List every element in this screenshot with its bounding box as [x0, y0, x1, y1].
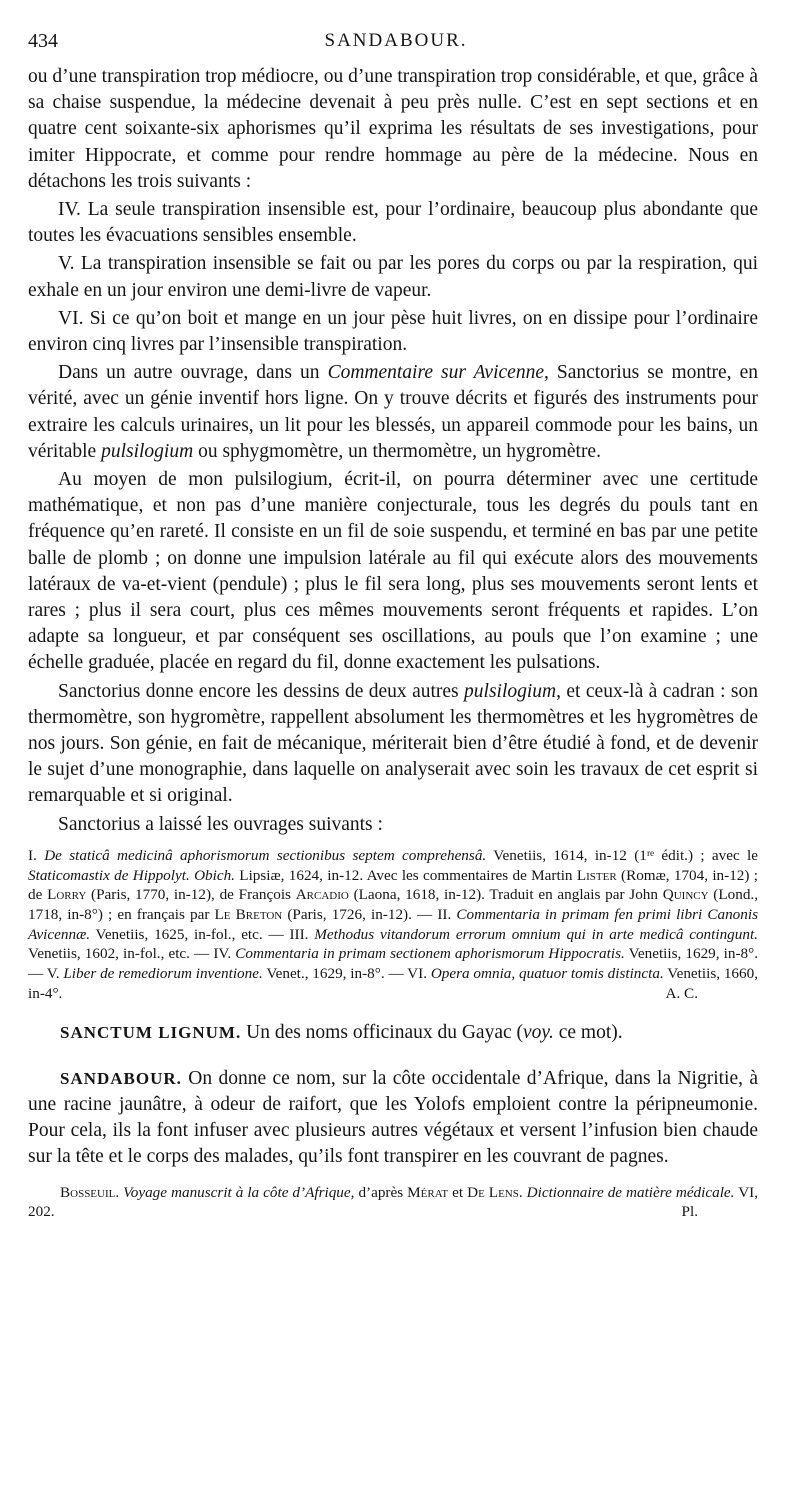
bib-text: (Romæ, 1704, in-12) ; de	[28, 866, 758, 904]
bib-text: (Paris, 1726, in-12). — II.	[282, 906, 457, 923]
page-number: 434	[28, 30, 58, 52]
note-title: Voyage manuscrit à la côte d’Afrique,	[123, 1183, 355, 1201]
bib-text: (Laona, 1618, in-12). Traduit en anglais par John	[348, 886, 663, 904]
entry-sanctum-lignum	[28, 1020, 758, 1046]
bib-text: I.	[28, 846, 45, 864]
entry-sandabour	[28, 1066, 758, 1171]
bib-text: Venetiis, 1625, in-fol., etc. — III.	[90, 925, 315, 943]
bib-title: De staticâ medicinâ aphorismorum sectionibus septem comprehensâ.	[44, 846, 487, 864]
entry-text: Un des noms officinaux du Gayac (	[241, 1021, 524, 1043]
bib-name: Arcadio	[295, 886, 349, 904]
paragraph-dessins	[28, 679, 758, 810]
book-title: Commentaire sur Avicenne	[327, 362, 544, 384]
bib-text: Venetiis, 1660, in-4°.	[28, 965, 759, 1002]
note-name: De Lens.	[467, 1183, 523, 1201]
note-title: Dictionnaire de matière médicale.	[526, 1183, 735, 1201]
running-title: SANDABOUR.	[324, 30, 468, 51]
source-note	[28, 1183, 758, 1222]
bib-name: Lorry	[47, 886, 87, 904]
aphorism-iv: IV. La seule transpiration insensible est, pour l’ordinaire, beaucoup plus abondante que toutes les évacuations sensibles ensemble.	[28, 199, 758, 247]
text-run: , Sanctorius se montre, en vérité, avec un génie inventif hors ligne. On y trouve décrits et figurés des instruments pour extraire les calculs urinaires, un lit pour les blessés, un appareil commode pour les bains, un véritable	[28, 362, 758, 462]
note-text: d’après	[354, 1183, 408, 1201]
bib-title: Commentaria in primam sectionem aphorismorum Hippocratis.	[235, 945, 625, 963]
text-run: Dans un autre ouvrage, dans un	[58, 362, 328, 384]
author-signature: A. C.	[665, 984, 698, 1002]
entry-text: On donne ce nom, sur la côte occidentale d’Afrique, dans la Nigritie, à une racine jaunâtre, à odeur de raifort, que les Yolofs emploient contre la péripneumonie. Pour cela, ils la font infuser avec plusieurs autres végétaux et versent l’infusion bien chaude sur la tête et le corps des malades, qu’ils font transpirer en les couvrant de pagnes.	[28, 1067, 758, 1168]
term-pulsilogium: pulsilogium	[101, 440, 194, 462]
text-run: Sanctorius donne encore les dessins de deux autres	[58, 680, 465, 702]
text-run: ou sphygmomètre, un thermomètre, un hygromètre.	[193, 440, 601, 462]
text-run: , et ceux-là à cadran : son thermomètre, son hygromètre, rappellent absolument les thermomètres et les hygromètres de nos jours. Son génie, en fait de mécanique, mériterait bien d’être étudié à fond, et de devenir le sujet d’une monographie, dans laquelle on analyserait avec soin les travaux de cet esprit si remarquable et si original.	[28, 680, 758, 807]
bib-text: Lipsiæ, 1624, in-12. Avec les commentaires de Martin	[234, 866, 577, 884]
bib-text: Venetiis, 1629, in-8°. — V.	[28, 945, 758, 983]
main-text	[28, 64, 758, 838]
aphorism-vi: VI. Si ce qu’on boit et mange en un jour pèse huit livres, on en dissipe pour l’ordinaire environ cinq livres par l’insensible transpiration.	[28, 307, 758, 356]
bib-text: Venetiis, 1602, in-fol., etc. — IV.	[28, 945, 236, 963]
note-name: Mérat	[407, 1183, 449, 1201]
note-text: et	[448, 1183, 468, 1201]
bib-text: (Lond., 1718, in-8°) ; en français par	[28, 886, 759, 923]
term-pulsilogium: pulsilogium	[464, 680, 557, 702]
bib-title: Staticomastix de Hippolyt. Obich.	[28, 866, 235, 884]
note-text: VI, 202.	[28, 1183, 759, 1221]
paragraph-ouvrages: Sanctorius a laissé les ouvrages suivants :	[58, 813, 383, 835]
bib-text: Venetiis, 1614, in-12 (1ʳᵉ édit.) ; avec le	[486, 846, 758, 864]
entry-headword: SANDABOUR.	[60, 1068, 182, 1088]
page-header	[28, 30, 764, 58]
note-author: Bosseuil.	[60, 1183, 120, 1201]
page-body	[28, 64, 758, 1222]
bib-text: Venet., 1629, in-8°. — VI.	[262, 965, 431, 983]
entry-text: ce mot).	[553, 1021, 623, 1043]
bib-text: (Paris, 1770, in-12), de François	[86, 886, 296, 904]
bib-name: Lister	[576, 866, 617, 884]
bib-title: Commentaria in primam fen primi libri Canonis Avicennæ.	[28, 906, 758, 943]
bib-title: Methodus vitandorum errorum omnium qui in arte medicâ contingunt.	[314, 925, 758, 943]
aphorism-v: V. La transpiration insensible se fait ou par les pores du corps ou par la respiration, qui exhale en un jour environ une demi-livre de vapeur.	[28, 253, 758, 301]
bib-title: Liber de remediorum inventione.	[63, 965, 263, 983]
note-signature: Pl.	[681, 1203, 698, 1221]
entry-headword: SANCTUM LIGNUM.	[60, 1022, 242, 1042]
bib-name: Le Breton	[214, 906, 283, 923]
paragraph-pulsilogium: Au moyen de mon pulsilogium, écrit-il, on pourra déterminer avec une certitude mathématique, et non pas d’une manière conjecturale, tous les degrés du pouls tant en fréquence qu’en rareté. Il consiste en un fil de soie suspendu, et terminé en bas par une petite balle de plomb ; on donne une impulsion latérale au fil qui exécute alors des mouvements latéraux de va-et-vient (pendule) ; plus le fil sera long, plus ses mouvements seront lents et rares ; plus il sera court, plus ces mêmes mouvements seront fréquents et rapides. L’on adapte sa longueur, et par conséquent ses oscillations, au pouls que l’on examine ; une échelle graduée, placée en regard du fil, donne exactement les pulsations.	[28, 469, 758, 674]
paragraph-1: ou d’une transpiration trop médiocre, ou d’une transpiration trop considérable, et que, grâce à sa chaise suspendue, la médecine devenait à peu près nulle. C’est en sept sections et en quatre cent soixante-six aphorismes qu’il exprima les résultats de ses investigations, pour imiter Hippocrate, et comme pour rendre hommage au père de la médecine. Nous en détachons les trois suivants :	[28, 66, 758, 192]
paragraph-commentaire	[28, 360, 758, 465]
bib-title: Opera omnia, quatuor tomis distincta.	[430, 965, 664, 983]
bib-name: Quincy	[662, 886, 709, 904]
cross-reference: voy.	[523, 1021, 554, 1043]
bibliography	[28, 846, 758, 1004]
